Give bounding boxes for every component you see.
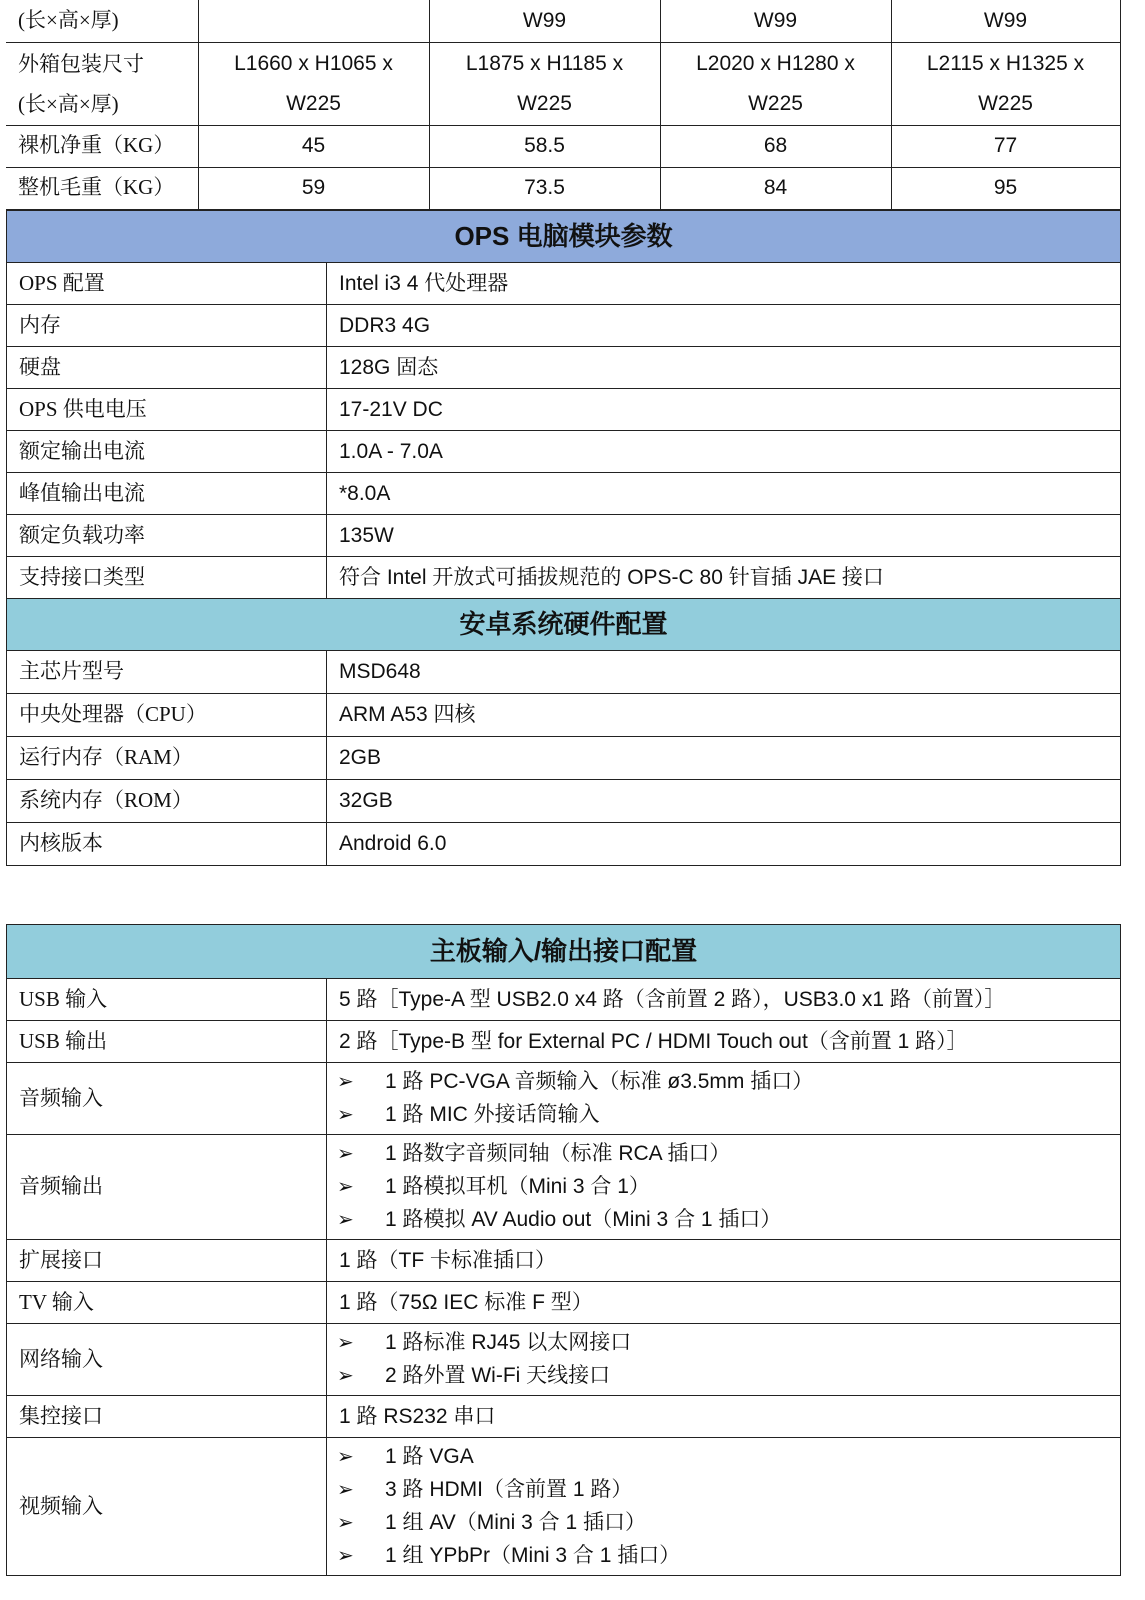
row-label: OPS 供电电压: [7, 389, 327, 431]
table-row: [6, 125, 1120, 167]
arrow-bullet-icon: ➢: [337, 1545, 354, 1567]
size-weight-table: [6, 0, 1121, 210]
row-label: 峰值输出电流: [7, 473, 327, 515]
table-cell: W99: [891, 0, 1120, 42]
list-item-text: 1 路数字音频同轴（标准 RCA 插口）: [385, 1142, 731, 1166]
list-item: [327, 1099, 1120, 1132]
table-row: [7, 1438, 1121, 1576]
row-label: USB 输出: [7, 1021, 327, 1063]
cell-line: W225: [517, 91, 572, 115]
list-item-text: 1 路模拟 AV Audio out（Mini 3 合 1 插口）: [385, 1208, 782, 1232]
table-cell: [429, 42, 660, 125]
row-label: 主芯片型号: [7, 651, 327, 694]
row-value: DDR3 4G: [327, 305, 1121, 347]
arrow-bullet-icon: ➢: [337, 1143, 354, 1165]
row-label: 音频输出: [7, 1135, 327, 1240]
row-value: [327, 1135, 1121, 1240]
row-label: 硬盘: [7, 347, 327, 389]
arrow-bullet-icon: ➢: [337, 1332, 354, 1354]
section-header: [7, 925, 1121, 979]
table-cell: 45: [198, 125, 429, 167]
label-line: 外箱包装尺寸: [18, 51, 144, 76]
table-row: [7, 473, 1121, 515]
row-label: 音频输入: [7, 1063, 327, 1135]
row-label: 系统内存（ROM）: [7, 780, 327, 823]
ops-section-title: OPS 电脑模块参数: [7, 211, 1121, 263]
row-label: 整机毛重（KG）: [6, 167, 198, 209]
ops-android-table: [6, 210, 1121, 866]
table-cell: 73.5: [429, 167, 660, 209]
row-value: MSD648: [327, 651, 1121, 694]
row-value: 1 路（75Ω IEC 标准 F 型）: [327, 1282, 1121, 1324]
table-cell: 77: [891, 125, 1120, 167]
list-item: [327, 1474, 1120, 1507]
table-row: [7, 431, 1121, 473]
io-section-title: 主板输入/输出接口配置: [7, 925, 1121, 979]
table-cell: [660, 42, 891, 125]
arrow-bullet-icon: ➢: [337, 1479, 354, 1501]
row-value: [327, 1063, 1121, 1135]
row-label: TV 输入: [7, 1282, 327, 1324]
list-item: [327, 1360, 1120, 1393]
list-item: [327, 1327, 1120, 1360]
row-value: Intel i3 4 代处理器: [327, 263, 1121, 305]
table-row: [7, 1324, 1121, 1396]
table-row: [7, 1396, 1121, 1438]
list-item: [327, 1507, 1120, 1540]
row-value: 符合 Intel 开放式可插拔规范的 OPS-C 80 针盲插 JAE 接口: [327, 557, 1121, 599]
row-label: 运行内存（RAM）: [7, 737, 327, 780]
table-cell: W99: [429, 0, 660, 42]
list-item: [327, 1138, 1120, 1171]
list-item: [327, 1171, 1120, 1204]
table-row: [7, 737, 1121, 780]
cell-line: W225: [748, 91, 803, 115]
arrow-bullet-icon: ➢: [337, 1104, 354, 1126]
table-row: [7, 557, 1121, 599]
table-row: [7, 823, 1121, 866]
table-row: [7, 651, 1121, 694]
table-row: [7, 780, 1121, 823]
row-label: 集控接口: [7, 1396, 327, 1438]
table-cell: [891, 42, 1120, 125]
table-cell: 95: [891, 167, 1120, 209]
android-section-title: 安卓系统硬件配置: [7, 599, 1121, 651]
table-cell: 58.5: [429, 125, 660, 167]
list-item-text: 1 路模拟耳机（Mini 3 合 1）: [385, 1175, 650, 1199]
row-label: [6, 42, 198, 125]
row-label: 裸机净重（KG）: [6, 125, 198, 167]
cell-line: L2020 x H1280 x: [696, 51, 855, 75]
table-cell: 84: [660, 167, 891, 209]
row-value: 1 路 RS232 串口: [327, 1396, 1121, 1438]
table-row: [7, 694, 1121, 737]
row-value: Android 6.0: [327, 823, 1121, 866]
row-label: 内核版本: [7, 823, 327, 866]
row-value: 17-21V DC: [327, 389, 1121, 431]
row-label: 网络输入: [7, 1324, 327, 1396]
row-label: 中央处理器（CPU）: [7, 694, 327, 737]
row-label: (长×高×厚): [6, 0, 198, 42]
list-item: [327, 1204, 1120, 1237]
arrow-bullet-icon: ➢: [337, 1209, 354, 1231]
cell-line: W225: [286, 91, 341, 115]
list-item-text: 1 路标准 RJ45 以太网接口: [385, 1331, 632, 1355]
list-item: [327, 1066, 1120, 1099]
section-header: [7, 211, 1121, 263]
cell-line: L2115 x H1325 x: [926, 51, 1085, 75]
row-label: OPS 配置: [7, 263, 327, 305]
table-row: [6, 0, 1120, 42]
row-value: 1.0A - 7.0A: [327, 431, 1121, 473]
arrow-bullet-icon: ➢: [337, 1446, 354, 1468]
row-label: 视频输入: [7, 1438, 327, 1576]
io-table: [6, 924, 1121, 1576]
cell-line: L1875 x H1185 x: [465, 51, 624, 75]
row-value: 135W: [327, 515, 1121, 557]
cell-line: L1660 x H1065 x: [234, 51, 393, 75]
table-row: [7, 305, 1121, 347]
row-value: 2GB: [327, 737, 1121, 780]
io-rows: [7, 979, 1121, 1576]
table-row: [7, 389, 1121, 431]
list-item-text: 1 组 YPbPr（Mini 3 合 1 插口）: [385, 1544, 681, 1568]
table-row: [7, 1240, 1121, 1282]
arrow-bullet-icon: ➢: [337, 1176, 354, 1198]
row-value: 32GB: [327, 780, 1121, 823]
list-item-text: 1 路 PC-VGA 音频输入（标准 ø3.5mm 插口）: [385, 1070, 814, 1094]
table-row: [7, 263, 1121, 305]
row-label: 扩展接口: [7, 1240, 327, 1282]
list-item-text: 1 路 MIC 外接话筒输入: [385, 1103, 600, 1127]
table-row: [7, 1063, 1121, 1135]
table-cell: W99: [660, 0, 891, 42]
section-header: [7, 599, 1121, 651]
row-value: 128G 固态: [327, 347, 1121, 389]
row-value: [327, 1438, 1121, 1576]
row-label: 内存: [7, 305, 327, 347]
table-row: [6, 42, 1120, 125]
label-line: (长×高×厚): [18, 91, 119, 116]
list-item: [327, 1441, 1120, 1474]
table-row: [6, 167, 1120, 209]
list-item-text: 3 路 HDMI（含前置 1 路）: [385, 1478, 633, 1502]
row-value: [327, 1324, 1121, 1396]
table-row: [7, 979, 1121, 1021]
list-item-text: 1 组 AV（Mini 3 合 1 插口）: [385, 1511, 647, 1535]
row-label: 额定输出电流: [7, 431, 327, 473]
arrow-bullet-icon: ➢: [337, 1512, 354, 1534]
table-row: [7, 515, 1121, 557]
cell-line: W225: [978, 91, 1033, 115]
table-row: [7, 1021, 1121, 1063]
table-row: [7, 1135, 1121, 1240]
row-value: ARM A53 四核: [327, 694, 1121, 737]
table-cell: 68: [660, 125, 891, 167]
row-value: 2 路［Type-B 型 for External PC / HDMI Touch out（含前置 1 路）］: [327, 1021, 1121, 1063]
row-label: 支持接口类型: [7, 557, 327, 599]
android-rows: [7, 651, 1121, 866]
list-item: [327, 1540, 1120, 1573]
arrow-bullet-icon: ➢: [337, 1071, 354, 1093]
row-value: 1 路（TF 卡标准插口）: [327, 1240, 1121, 1282]
arrow-bullet-icon: ➢: [337, 1365, 354, 1387]
list-item-text: 2 路外置 Wi-Fi 天线接口: [385, 1364, 611, 1388]
ops-rows: [7, 263, 1121, 599]
table-cell: [198, 0, 429, 42]
row-value: *8.0A: [327, 473, 1121, 515]
row-value: 5 路［Type-A 型 USB2.0 x4 路（含前置 2 路），USB3.0 x1 路（前置）］: [327, 979, 1121, 1021]
table-cell: [198, 42, 429, 125]
table-row: [7, 1282, 1121, 1324]
table-row: [7, 347, 1121, 389]
row-label: 额定负载功率: [7, 515, 327, 557]
list-item-text: 1 路 VGA: [385, 1445, 474, 1469]
table-cell: 59: [198, 167, 429, 209]
row-label: USB 输入: [7, 979, 327, 1021]
